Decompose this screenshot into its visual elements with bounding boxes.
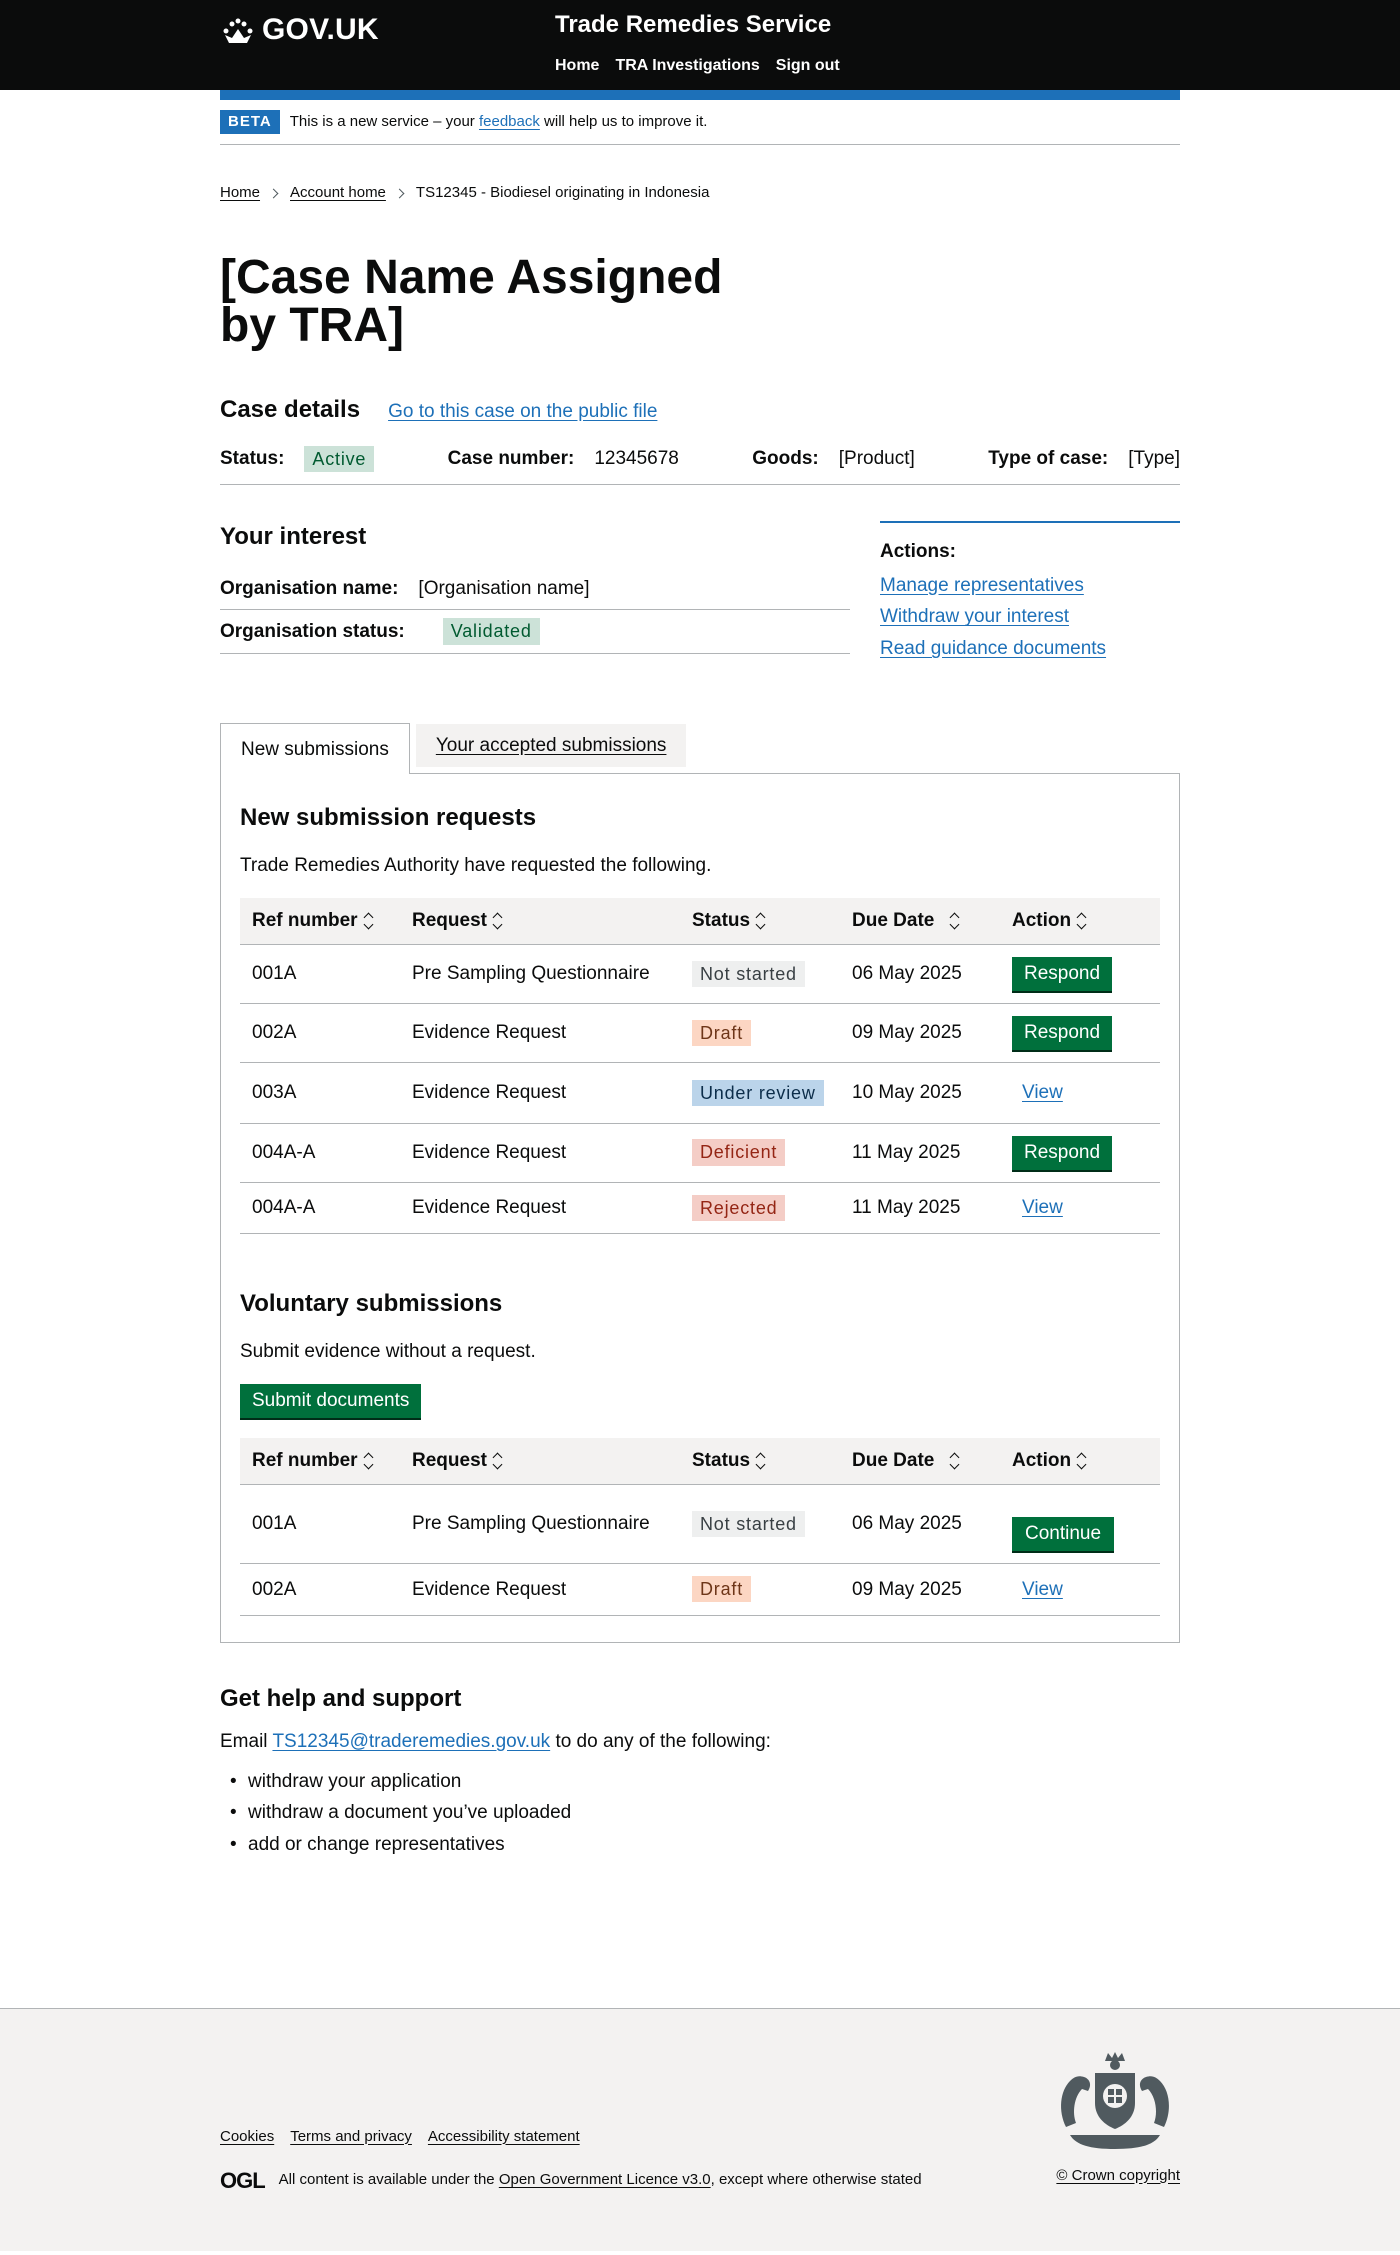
status-cell <box>680 1004 840 1063</box>
org-name-value: [Organisation name] <box>418 577 590 599</box>
nav-tra-investigations[interactable]: TRA Investigations <box>615 57 760 74</box>
action-cell <box>1000 1564 1160 1616</box>
respond-button[interactable]: Respond <box>1012 1136 1112 1170</box>
feedback-link[interactable]: feedback <box>478 113 540 130</box>
email-suffix: to do any of the following: <box>555 1731 771 1753</box>
tab-accepted-submissions[interactable] <box>416 724 687 768</box>
ref-cell: 004A-A <box>240 1182 400 1234</box>
action-cell <box>1000 1182 1160 1234</box>
continue-button[interactable]: Continue <box>1012 1517 1114 1551</box>
status-label: Status: <box>220 448 285 470</box>
list-item: • withdraw a document you’ve uploaded <box>230 1800 1180 1826</box>
view-link[interactable]: View <box>1022 1578 1063 1600</box>
view-link[interactable]: View <box>1022 1197 1063 1219</box>
table-row <box>240 945 1160 1004</box>
support-email-link[interactable]: TS12345@traderemedies.gov.uk <box>272 1731 551 1753</box>
breadcrumb-home[interactable]: Home <box>220 184 261 202</box>
type-label: Type of case: <box>988 448 1109 470</box>
help-email-line <box>220 1729 1180 1755</box>
crown-copyright-link[interactable]: © Crown copyright <box>1056 2166 1180 2184</box>
ogl-logo-icon: OGL <box>220 2167 265 2193</box>
footer-link-cookies[interactable]: Cookies <box>220 2127 275 2145</box>
action-cell <box>1000 1123 1160 1182</box>
request-cell: Evidence Request <box>400 1182 680 1234</box>
public-file-link[interactable]: Go to this case on the public file <box>388 400 658 422</box>
help-section <box>220 1683 1180 1858</box>
status-badge: Rejected <box>692 1195 785 1221</box>
case-meta-row <box>220 446 1180 485</box>
table-row <box>240 1123 1160 1182</box>
voluntary-submissions <box>240 1288 1160 1615</box>
table-row <box>240 1182 1160 1234</box>
ref-cell: 004A-A <box>240 1123 400 1182</box>
sort-icon <box>1077 1452 1087 1470</box>
due-date-cell: 09 May 2025 <box>840 1564 1000 1616</box>
case-type <box>988 446 1180 472</box>
logo-text: GOV.UK <box>262 13 379 46</box>
column-header-action[interactable]: Action <box>1000 898 1160 944</box>
request-cell: Evidence Request <box>400 1063 680 1124</box>
header-nav <box>555 55 840 77</box>
royal-coat-of-arms-icon <box>1050 2051 1180 2155</box>
submission-tabs <box>220 722 1180 1643</box>
status-cell <box>680 1063 840 1124</box>
column-header-ref[interactable]: Ref number <box>240 1438 400 1484</box>
ref-cell: 001A <box>240 945 400 1004</box>
due-date-cell: 11 May 2025 <box>840 1123 1000 1182</box>
voluntary-table <box>240 1438 1160 1615</box>
column-header-due-date[interactable]: Due Date <box>840 1438 1000 1484</box>
request-cell: Evidence Request <box>400 1123 680 1182</box>
column-header-action[interactable]: Action <box>1000 1438 1160 1484</box>
request-cell: Evidence Request <box>400 1004 680 1063</box>
licence-suffix: , except where otherwise stated <box>710 2171 922 2189</box>
site-footer <box>0 2008 1400 2251</box>
site-header <box>0 0 1400 90</box>
case-details-heading: Case details <box>220 395 361 423</box>
action-cell <box>1000 1063 1160 1124</box>
due-date-cell: 06 May 2025 <box>840 945 1000 1004</box>
action-cell <box>1000 945 1160 1004</box>
status-badge: Deficient <box>692 1139 785 1165</box>
sort-icon <box>950 912 960 930</box>
status-cell <box>680 1564 840 1616</box>
new-requests-intro: Trade Remedies Authority have requested the following. <box>240 854 712 876</box>
sort-icon <box>756 1452 766 1470</box>
table-header-row <box>240 898 1160 944</box>
org-status-row <box>220 610 850 653</box>
case-number-value: 12345678 <box>594 448 679 470</box>
table-row <box>240 1004 1160 1063</box>
column-header-due-date[interactable]: Due Date <box>840 898 1000 944</box>
breadcrumb-current: TS12345 - Biodiesel originating in Indonesia <box>415 184 710 202</box>
column-header-status[interactable]: Status <box>680 1438 840 1484</box>
actions-heading: Actions: <box>880 541 956 563</box>
header-blue-bar <box>220 90 1180 100</box>
org-status-label: Organisation status: <box>220 620 405 642</box>
column-header-request[interactable]: Request <box>400 898 680 944</box>
actions-panel <box>880 521 1180 668</box>
column-header-request[interactable]: Request <box>400 1438 680 1484</box>
table-row <box>240 1564 1160 1616</box>
main-content <box>220 100 1180 1858</box>
status-badge: Under review <box>692 1080 824 1106</box>
table-header-row <box>240 1438 1160 1484</box>
phase-banner <box>220 100 1180 145</box>
due-date-cell: 10 May 2025 <box>840 1063 1000 1124</box>
nav-home[interactable]: Home <box>555 57 600 74</box>
nav-sign-out[interactable]: Sign out <box>775 57 840 74</box>
list-item: • withdraw your application <box>230 1769 1180 1795</box>
due-date-cell: 11 May 2025 <box>840 1182 1000 1234</box>
request-cell: Pre Sampling Questionnaire <box>400 945 680 1004</box>
request-cell: Pre Sampling Questionnaire <box>400 1485 680 1564</box>
crown-copyright <box>1056 2166 1180 2186</box>
case-status <box>220 446 374 472</box>
goods-value: [Product] <box>838 448 915 470</box>
new-requests-table <box>240 898 1160 1234</box>
licence-prefix: All content is available under the <box>278 2171 495 2189</box>
sort-icon <box>1077 912 1087 930</box>
sort-icon <box>493 912 503 930</box>
withdraw-interest-link[interactable]: Withdraw your interest <box>880 606 1070 628</box>
tab-panel-new-submissions <box>220 773 1180 1642</box>
manage-representatives-link[interactable]: Manage representatives <box>880 574 1084 596</box>
chevron-right-icon <box>269 188 279 198</box>
status-cell <box>680 1123 840 1182</box>
action-cell <box>1000 1004 1160 1063</box>
tab-new-submissions[interactable]: New submissions <box>220 723 410 775</box>
case-goods <box>752 446 915 472</box>
org-name-row <box>220 568 850 611</box>
case-number-label: Case number: <box>447 448 575 470</box>
org-status-badge: Validated <box>443 618 540 644</box>
tab-list <box>220 722 1180 774</box>
beta-tag: BETA <box>220 110 280 134</box>
request-cell: Evidence Request <box>400 1564 680 1616</box>
table-row <box>240 1485 1160 1564</box>
status-cell <box>680 1485 840 1564</box>
ref-cell: 002A <box>240 1004 400 1063</box>
column-header-ref[interactable]: Ref number <box>240 898 400 944</box>
page-title: [Case Name Assigned by TRA] <box>220 250 723 352</box>
column-header-status[interactable]: Status <box>680 898 840 944</box>
respond-button[interactable]: Respond <box>1012 1016 1112 1050</box>
interest-section <box>220 521 1180 668</box>
govuk-logo-link[interactable] <box>220 10 379 51</box>
footer-link-terms[interactable]: Terms and privacy <box>290 2127 412 2145</box>
voluntary-heading: Voluntary submissions <box>240 1290 503 1318</box>
list-item: • add or change representatives <box>230 1832 1180 1858</box>
status-badge: Not started <box>692 1511 805 1537</box>
phase-text-after: will help us to improve it. <box>544 113 708 130</box>
chevron-right-icon <box>394 188 404 198</box>
type-value: [Type] <box>1128 448 1180 470</box>
your-interest-heading: Your interest <box>220 523 367 551</box>
your-interest <box>220 521 850 668</box>
case-number <box>448 446 679 472</box>
respond-button[interactable]: Respond <box>1012 957 1112 991</box>
email-prefix: Email <box>220 1731 268 1753</box>
view-link[interactable]: View <box>1022 1082 1063 1104</box>
sort-icon <box>756 912 766 930</box>
read-guidance-link[interactable]: Read guidance documents <box>880 638 1107 660</box>
case-details-header <box>220 394 1180 426</box>
licence-row <box>220 2166 922 2196</box>
org-name-label: Organisation name: <box>220 577 399 599</box>
status-badge: Draft <box>692 1576 751 1602</box>
status-cell <box>680 1182 840 1234</box>
sort-icon <box>950 1452 960 1470</box>
due-date-cell: 09 May 2025 <box>840 1004 1000 1063</box>
due-date-cell: 06 May 2025 <box>840 1485 1000 1564</box>
tab-accepted-submissions-link[interactable]: Your accepted submissions <box>435 734 667 756</box>
voluntary-intro: Submit evidence without a request. <box>240 1340 536 1362</box>
goods-label: Goods: <box>752 448 819 470</box>
status-cell <box>680 945 840 1004</box>
service-name[interactable]: Trade Remedies Service <box>555 11 832 38</box>
help-list <box>220 1769 1180 1858</box>
status-badge: Active <box>304 446 374 472</box>
sort-icon <box>364 912 374 930</box>
status-badge: Not started <box>692 961 805 987</box>
table-row <box>240 1063 1160 1124</box>
crown-icon <box>220 15 256 45</box>
ref-cell: 003A <box>240 1063 400 1124</box>
action-cell <box>1000 1485 1160 1564</box>
breadcrumb-account-home[interactable]: Account home <box>290 184 386 202</box>
help-heading: Get help and support <box>220 1684 462 1712</box>
footer-links <box>220 2127 580 2147</box>
new-requests-heading: New submission requests <box>240 804 537 832</box>
submit-documents-button[interactable]: Submit documents <box>240 1384 421 1418</box>
licence-link[interactable]: Open Government Licence v3.0 <box>498 2171 711 2189</box>
sort-icon <box>364 1452 374 1470</box>
sort-icon <box>493 1452 503 1470</box>
phase-text-before: This is a new service – your <box>289 113 475 130</box>
status-badge: Draft <box>692 1020 751 1046</box>
footer-link-accessibility[interactable]: Accessibility statement <box>427 2127 580 2145</box>
breadcrumb <box>220 183 1180 203</box>
ref-cell: 001A <box>240 1485 400 1564</box>
ref-cell: 002A <box>240 1564 400 1616</box>
